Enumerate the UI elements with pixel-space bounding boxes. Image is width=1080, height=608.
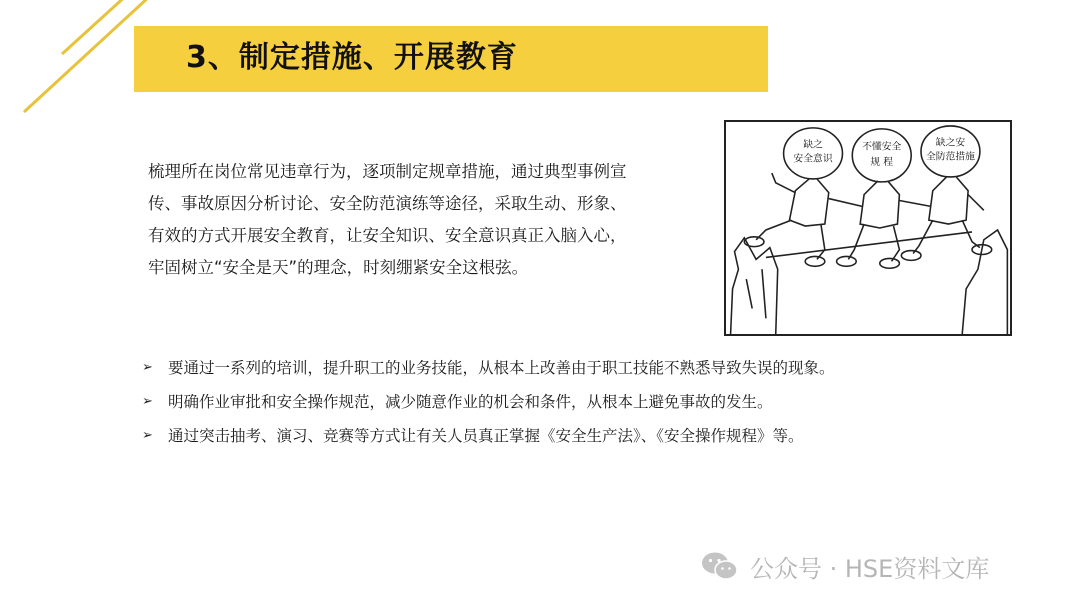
bubble-1-line1: 缺之	[803, 139, 823, 151]
intro-line: 梳理所在岗位常见违章行为，逐项制定规章措施，通过典型事例宣	[148, 162, 627, 181]
bubble-3-line2: 全防范措施	[925, 151, 975, 163]
bullet-text: 要通过一系列的培训，提升职工的业务技能，从根本上改善由于职工技能不熟悉导致失误的现象。	[168, 359, 835, 377]
arrow-bullet-icon: ➢	[142, 427, 153, 443]
cartoon-drawing	[726, 122, 1010, 334]
watermark-text: 公众号 · HSE资料文库	[750, 554, 990, 583]
intro-paragraph	[148, 156, 693, 284]
bullet-list	[142, 350, 1002, 452]
bullet-item	[142, 350, 1002, 384]
arrow-bullet-icon: ➢	[142, 393, 153, 409]
intro-line: 传、事故原因分析讨论、安全防范演练等途径，采取生动、形象、	[148, 194, 627, 213]
intro-line: 有效的方式开展安全教育，让安全知识、安全意识真正入脑入心，	[148, 226, 627, 245]
bullet-text: 通过突击抽考、演习、竞赛等方式让有关人员真正掌握《安全生产法》、《安全操作规程》等。	[168, 427, 804, 445]
intro-line: 牢固树立“安全是天”的理念，时刻绷紧安全这根弦。	[148, 258, 529, 277]
title-banner	[134, 26, 768, 92]
bullet-item	[142, 418, 1002, 452]
bubble-3-line1: 缺之安	[935, 137, 966, 149]
watermark	[700, 548, 989, 584]
bubble-1-line2: 安全意识	[793, 153, 833, 165]
arrow-bullet-icon: ➢	[142, 359, 153, 375]
wechat-icon	[700, 550, 740, 582]
bullet-text: 明确作业审批和安全操作规范，减少随意作业的机会和条件，从根本上避免事故的发生。	[168, 393, 773, 411]
bubble-2-line2: 规 程	[870, 157, 894, 169]
cartoon-illustration	[724, 120, 1012, 336]
page-title: 3、制定措施、开展教育	[186, 40, 518, 75]
bullet-item	[142, 384, 1002, 418]
bubble-2-line1: 不懂安全	[862, 141, 902, 153]
